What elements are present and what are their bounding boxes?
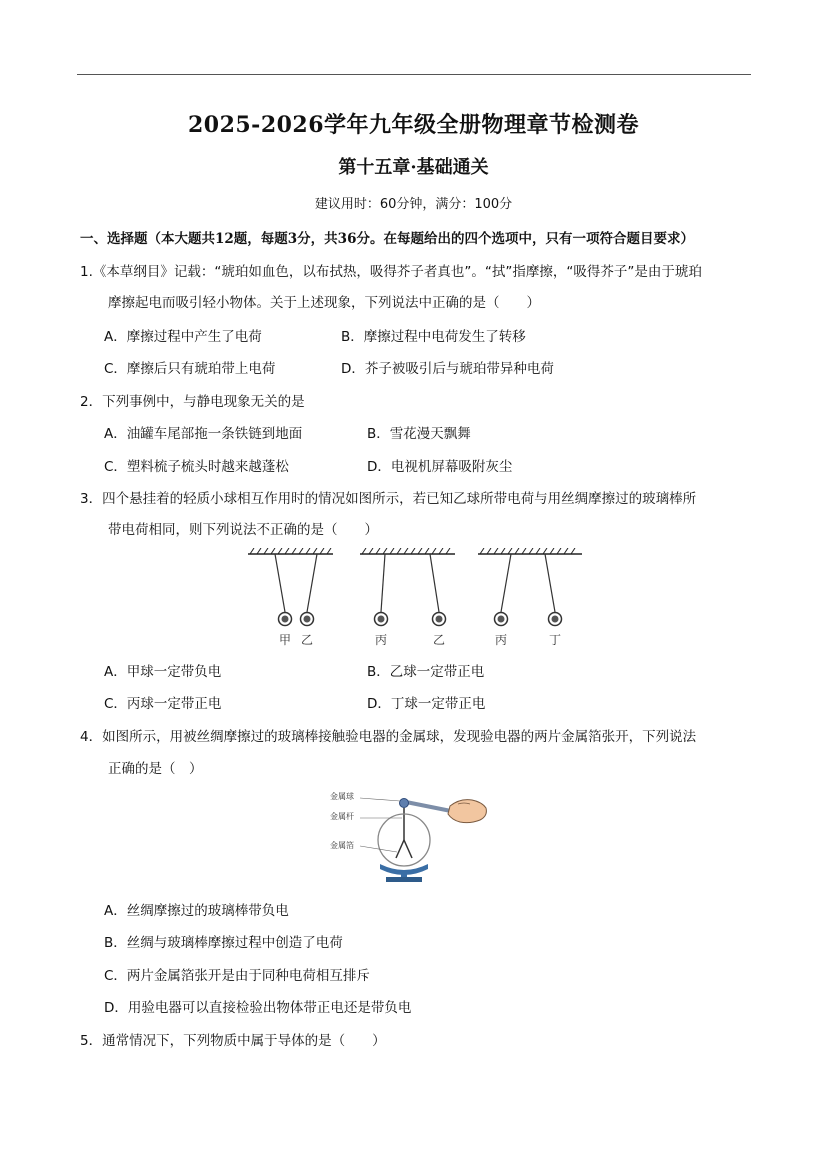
page-title: 2025-2026学年九年级全册物理章节检测卷 xyxy=(187,112,640,138)
label-metal-foil: 金属箔 xyxy=(330,841,354,850)
q1-stem-line-1: 1.《本草纲目》记载：“琥珀如血色，以布拭热，吸得芥子者真也”。“拭”指摩擦，“吸得芥子”是由于琥珀 xyxy=(80,264,702,280)
q1-option-c: C．摩擦后只有琥珀带上电荷 xyxy=(104,361,276,377)
label-metal-ball: 金属球 xyxy=(330,792,354,801)
header-rule xyxy=(77,74,751,75)
q4-stem-line-1: 4．如图所示，用被丝绸摩擦过的玻璃棒接触验电器的金属球，发现验电器的两片金属箔张开，下列说法 xyxy=(80,729,697,745)
q3-option-a: A．甲球一定带负电 xyxy=(104,664,222,680)
label-bing-1: 丙 xyxy=(374,633,388,647)
q2-option-a: A．油罐车尾部拖一条铁链到地面 xyxy=(104,426,303,442)
metal-ball xyxy=(400,799,409,808)
label-metal-rod: 金属杆 xyxy=(330,812,354,821)
q2-option-d: D．电视机屏幕吸附灰尘 xyxy=(367,459,513,475)
ceiling-1 xyxy=(248,548,333,554)
q2-stem-line-1: 2．下列事例中，与静电现象无关的是 xyxy=(80,394,305,410)
q3-option-c: C．丙球一定带正电 xyxy=(104,696,222,712)
q3-option-b: B．乙球一定带正电 xyxy=(367,664,485,680)
chapter-subtitle: 第十五章·基础通关 xyxy=(338,157,489,178)
q2-option-b: B．雪花漫天飘舞 xyxy=(367,426,471,442)
q2-option-c: C．塑料梳子梳头时越来越蓬松 xyxy=(104,459,289,475)
label-ding: 丁 xyxy=(548,633,562,647)
q3-option-d: D．丁球一定带正电 xyxy=(367,696,486,712)
hanging-balls-figure xyxy=(245,548,585,650)
label-bing-2: 丙 xyxy=(494,633,508,647)
metal-foil-right xyxy=(404,840,412,858)
q1-stem-line-2: 摩擦起电而吸引轻小物体。关于上述现象，下列说法中正确的是（ ） xyxy=(108,295,540,311)
q4-option-a: A．丝绸摩擦过的玻璃棒带负电 xyxy=(104,903,289,919)
q1-option-b: B．摩擦过程中电荷发生了转移 xyxy=(341,329,526,345)
ceiling-2 xyxy=(360,548,455,554)
label-jia: 甲 xyxy=(278,633,292,647)
label-yi-2: 乙 xyxy=(432,633,446,647)
q5-stem-line-1: 5．通常情况下，下列物质中属于导体的是（ ） xyxy=(80,1033,386,1049)
time-score-advice: 建议用时：60分钟，满分：100分 xyxy=(314,197,513,212)
q1-option-d: D．芥子被吸引后与琥珀带异种电荷 xyxy=(341,361,554,377)
label-yi-1: 乙 xyxy=(300,633,314,647)
q3-stem-line-2: 带电荷相同，则下列说法不正确的是（ ） xyxy=(108,522,378,538)
q4-option-b: B．丝绸与玻璃棒摩擦过程中创造了电荷 xyxy=(104,935,343,951)
q4-option-d: D．用验电器可以直接检验出物体带正电还是带负电 xyxy=(104,1000,412,1016)
q4-stem-line-2: 正确的是（ ） xyxy=(108,761,203,777)
metal-foil-left xyxy=(396,840,404,858)
ceiling-3 xyxy=(478,548,582,554)
section-heading: 一、选择题（本大题共12题，每题3分，共36分。在每题给出的四个选项中，只有一项符合题目要求） xyxy=(80,231,694,247)
q4-option-c: C．两片金属箔张开是由于同种电荷相互排斥 xyxy=(104,968,370,984)
q1-option-a: A．摩擦过程中产生了电荷 xyxy=(104,329,262,345)
q3-stem-line-1: 3．四个悬挂着的轻质小球相互作用时的情况如图所示，若已知乙球所带电荷与用丝绸摩擦过的玻璃棒所 xyxy=(80,491,697,507)
electroscope-figure xyxy=(330,788,490,888)
